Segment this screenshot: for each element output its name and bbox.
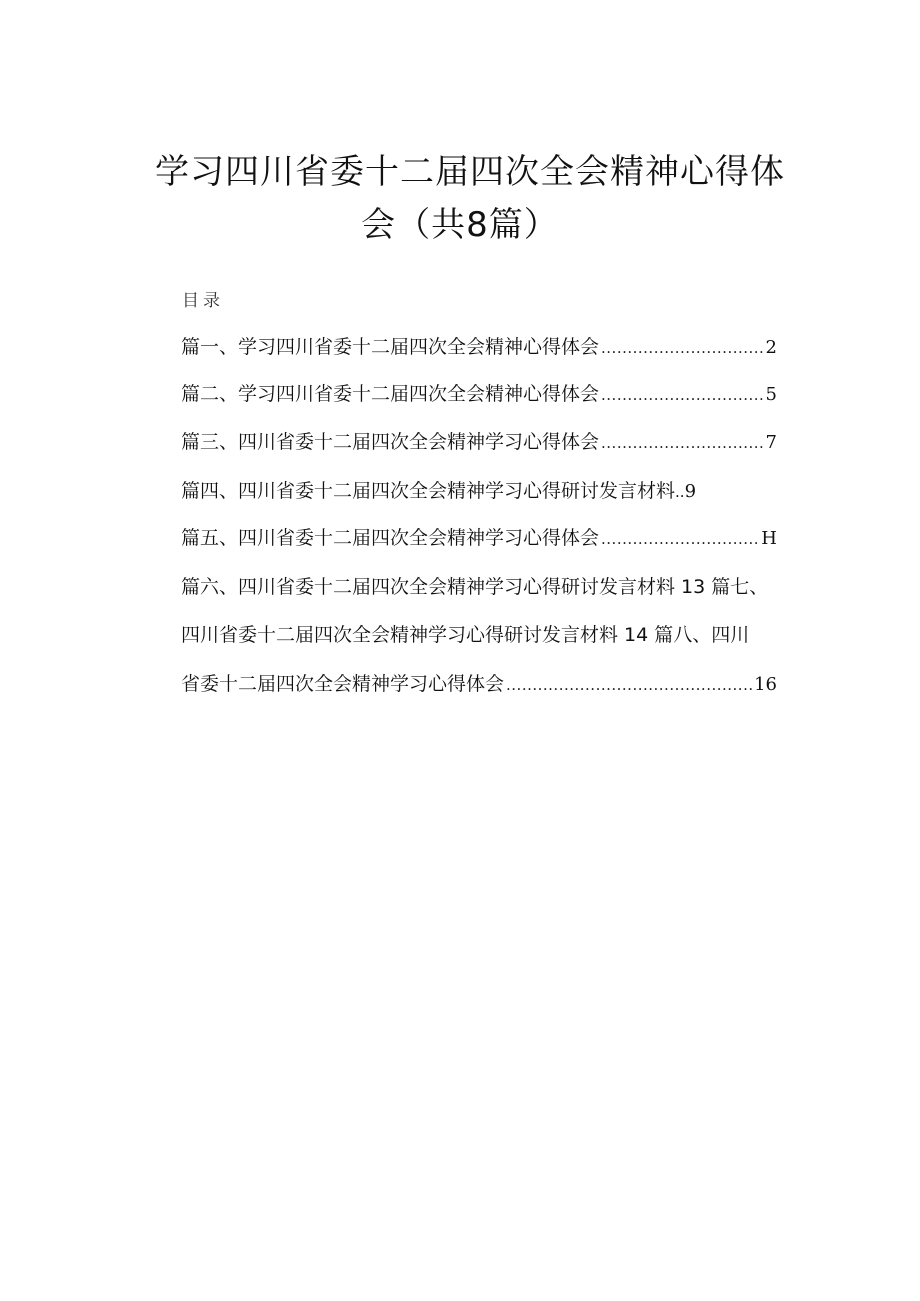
toc-entry-label: 篇二、学习四川省委十二届四次全会精神心得体会 (181, 383, 600, 405)
toc-entry-label: 篇一、学习四川省委十二届四次全会精神心得体会 (181, 336, 600, 358)
toc-entry-label: 篇三、四川省委十二届四次全会精神学习心得体会 (181, 431, 600, 453)
toc-page-number: 2 (765, 337, 777, 358)
toc-leader-dots: .. (675, 483, 685, 501)
toc-page-number: 9 (684, 481, 697, 502)
toc-entry-label: 省委十二届四次全会精神学习心得体会 (181, 673, 505, 695)
toc-page-number: 16 (754, 674, 777, 695)
toc-entry-4[interactable] (181, 477, 777, 505)
toc-entry-2[interactable] (181, 380, 777, 408)
toc-leader-dots (601, 429, 764, 457)
toc-wrapped-line-1[interactable]: 篇六、四川省委十二届四次全会精神学习心得研讨发言材料 13 篇七、 (181, 576, 769, 598)
document-title-line-2: 会（共8篇） (361, 205, 559, 245)
toc-entry-3[interactable] (181, 428, 777, 456)
toc-leader-dots (506, 671, 752, 699)
toc-page-number: 7 (765, 432, 777, 453)
document-title-line-1: 学习四川省委十二届四次全会精神心得体 (155, 152, 785, 192)
toc-leader-dots (601, 525, 759, 553)
toc-entry-label: 篇五、四川省委十二届四次全会精神学习心得体会 (181, 527, 600, 549)
toc-entry-label: 篇四、四川省委十二届四次全会精神学习心得研讨发言材料 (181, 480, 676, 502)
toc-leader-dots (601, 381, 764, 409)
toc-page-number: 5 (765, 384, 777, 405)
toc-heading: 目录 (182, 291, 224, 311)
toc-leader-dots (601, 334, 764, 362)
toc-entry-5[interactable] (181, 524, 777, 552)
toc-entry-1[interactable] (181, 333, 777, 361)
toc-wrapped-line-2[interactable]: 四川省委十二届四次全会精神学习心得研讨发言材料 14 篇八、四川 (181, 624, 750, 646)
toc-entry-8[interactable] (181, 670, 777, 698)
toc-page-number: H (761, 528, 777, 549)
